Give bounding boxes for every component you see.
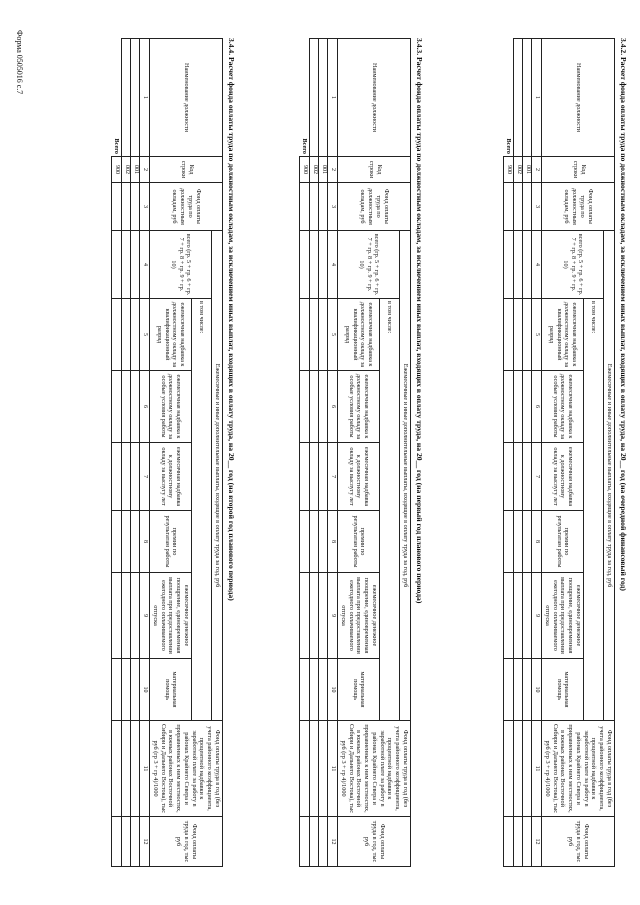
header-incl: в том числе:	[380, 299, 400, 721]
cell[interactable]	[504, 371, 514, 443]
cell-name[interactable]	[131, 39, 140, 157]
section-title: 3.4.2. Расчет фонда оплаты труда по должностным окладам, за исключением иных выплат, входящих в оплату труда, на 20__ год (на очередной финансовый год)	[619, 38, 628, 591]
col-number: 3	[328, 183, 338, 231]
cell[interactable]	[131, 371, 140, 443]
cell[interactable]	[310, 231, 319, 299]
cell[interactable]	[319, 371, 328, 443]
total-label: Всего	[300, 39, 310, 157]
header-code: Код строки	[338, 157, 411, 183]
cell[interactable]	[300, 299, 310, 371]
table-row	[319, 39, 328, 867]
header-col12: Фонд оплаты труда в год, тыс руб	[338, 817, 411, 867]
cell[interactable]	[112, 299, 122, 371]
header-col7: ежемесячная надбавка к должностному окладу за выслугу лет	[338, 443, 380, 511]
row-code: 001	[131, 157, 140, 183]
col-number: 8	[532, 511, 542, 573]
cell[interactable]	[514, 299, 523, 371]
header-additional-payments: Ежемесячные и иные дополнительные выплаты, входящие в оплату труда за год, руб	[604, 231, 615, 721]
col-number: 12	[140, 817, 150, 867]
cell[interactable]	[310, 183, 319, 231]
cell[interactable]	[300, 511, 310, 573]
cell[interactable]	[300, 231, 310, 299]
cell[interactable]	[310, 371, 319, 443]
col-number: 8	[328, 511, 338, 573]
header-name: Наименование должности	[338, 39, 411, 157]
cell[interactable]	[131, 511, 140, 573]
cell[interactable]	[112, 573, 122, 659]
col-number: 5	[140, 299, 150, 371]
row-code: 002	[310, 157, 319, 183]
col-number: 1	[532, 39, 542, 157]
cell[interactable]	[504, 721, 514, 817]
cell[interactable]	[523, 371, 532, 443]
table-row	[131, 39, 140, 867]
header-col11: Фонд оплаты труда в год (без учета районного коэффициента, процентной надбавки к заработной плате за работу в районах Крайнего Севера и приравненных к ним местностях, в южных районах Восточной Сибири и Дальнего Востока), тыс руб (гр 3 + гр 4)/1000	[150, 721, 223, 817]
col-number: 9	[328, 573, 338, 659]
header-col12: Фонд оплаты труда в год, тыс руб	[150, 817, 223, 867]
col-number: 11	[328, 721, 338, 817]
cell[interactable]	[319, 183, 328, 231]
header-col7: ежемесячная надбавка к должностному окладу за выслугу лет	[150, 443, 192, 511]
cell[interactable]	[300, 371, 310, 443]
cell[interactable]	[523, 511, 532, 573]
header-total-formula: всего (гр. 5 + гр. 6 + гр. 7 + гр. 8 + гр. 9 + гр. 10)	[338, 231, 400, 299]
cell[interactable]	[319, 721, 328, 817]
cell[interactable]	[300, 443, 310, 511]
cell[interactable]	[504, 659, 514, 721]
col-number: 1	[328, 39, 338, 157]
col-number: 6	[532, 371, 542, 443]
column-numbers-row	[140, 39, 150, 867]
header-col6: ежемесячная надбавка к должностному окладу за особые условия работы	[150, 371, 192, 443]
cell[interactable]	[514, 817, 523, 867]
cell[interactable]	[504, 511, 514, 573]
cell[interactable]	[319, 231, 328, 299]
cell[interactable]	[319, 817, 328, 867]
cell[interactable]	[504, 231, 514, 299]
cell[interactable]	[523, 721, 532, 817]
col-number: 2	[140, 157, 150, 183]
col-number: 1	[140, 39, 150, 157]
payroll-table	[299, 38, 411, 867]
cell[interactable]	[300, 817, 310, 867]
header-additional-payments: Ежемесячные и иные дополнительные выплаты, входящие в оплату труда за год, руб	[212, 231, 223, 721]
cell[interactable]	[112, 817, 122, 867]
row-code: 001	[523, 157, 532, 183]
cell[interactable]	[122, 573, 131, 659]
header-col8: премии по результатам работы	[338, 511, 380, 573]
cell[interactable]	[131, 231, 140, 299]
col-number: 10	[328, 659, 338, 721]
col-number: 11	[140, 721, 150, 817]
total-code: 900	[504, 157, 514, 183]
cell[interactable]	[300, 573, 310, 659]
column-numbers-row	[328, 39, 338, 867]
column-numbers-row	[532, 39, 542, 867]
header-col8: премии по результатам работы	[150, 511, 192, 573]
header-col9: ежемесячное денежное поощрение, единовременная выплата при предоставлении ежегодного оплачиваемого отпуска	[150, 573, 192, 659]
cell-name[interactable]	[523, 39, 532, 157]
cell[interactable]	[504, 573, 514, 659]
cell[interactable]	[523, 573, 532, 659]
total-code: 900	[112, 157, 122, 183]
cell[interactable]	[122, 511, 131, 573]
cell[interactable]	[523, 183, 532, 231]
cell[interactable]	[319, 443, 328, 511]
cell[interactable]	[112, 511, 122, 573]
col-number: 4	[140, 231, 150, 299]
cell[interactable]	[319, 299, 328, 371]
cell[interactable]	[122, 721, 131, 817]
cell[interactable]	[310, 721, 319, 817]
cell[interactable]	[310, 573, 319, 659]
header-name: Наименование должности	[150, 39, 223, 157]
header-col9: ежемесячное денежное поощрение, единовременная выплата при предоставлении ежегодного оплачиваемого отпуска	[338, 573, 380, 659]
cell[interactable]	[122, 659, 131, 721]
row-code: 001	[319, 157, 328, 183]
col-number: 9	[140, 573, 150, 659]
cell[interactable]	[504, 299, 514, 371]
header-col5: ежемесячная надбавка к должностному окладу за квалификационный разряд	[150, 299, 192, 371]
cell[interactable]	[112, 231, 122, 299]
header-col10: материальная помощь	[150, 659, 192, 721]
cell[interactable]	[523, 659, 532, 721]
col-number: 12	[328, 817, 338, 867]
header-col12: Фонд оплаты труда в год, тыс руб	[542, 817, 615, 867]
col-number: 4	[328, 231, 338, 299]
cell[interactable]	[131, 573, 140, 659]
cell[interactable]	[310, 511, 319, 573]
cell[interactable]	[319, 573, 328, 659]
col-number: 7	[328, 443, 338, 511]
col-number: 8	[140, 511, 150, 573]
cell[interactable]	[504, 443, 514, 511]
header-col8: премии по результатам работы	[542, 511, 584, 573]
header-fund: Фонд оплаты труда по должностным окладам, руб	[150, 183, 223, 231]
cell[interactable]	[310, 659, 319, 721]
payroll-table	[503, 38, 615, 867]
col-number: 5	[532, 299, 542, 371]
total-code: 900	[300, 157, 310, 183]
header-col11: Фонд оплаты труда в год (без учета районного коэффициента, процентной надбавки к заработной плате за работу в районах Крайнего Севера и приравненных к ним местностях, в южных районах Восточной Сибири и Дальнего Востока), тыс руб (гр 3 + гр 4)/1000	[542, 721, 615, 817]
col-number: 11	[532, 721, 542, 817]
cell-name[interactable]	[122, 39, 131, 157]
header-name: Наименование должности	[542, 39, 615, 157]
cell[interactable]	[112, 183, 122, 231]
cell[interactable]	[514, 659, 523, 721]
header-col9: ежемесячное денежное поощрение, единовременная выплата при предоставлении ежегодного оплачиваемого отпуска	[542, 573, 584, 659]
header-incl: в том числе:	[584, 299, 604, 721]
col-number: 2	[328, 157, 338, 183]
col-number: 4	[532, 231, 542, 299]
header-fund: Фонд оплаты труда по должностным окладам, руб	[542, 183, 615, 231]
cell[interactable]	[122, 183, 131, 231]
cell[interactable]	[131, 183, 140, 231]
cell[interactable]	[514, 721, 523, 817]
cell[interactable]	[310, 299, 319, 371]
col-number: 10	[140, 659, 150, 721]
header-col10: материальная помощь	[542, 659, 584, 721]
header-col5: ежемесячная надбавка к должностному окладу за квалификационный разряд	[542, 299, 584, 371]
cell-name[interactable]	[319, 39, 328, 157]
total-row	[112, 39, 122, 867]
cell[interactable]	[523, 443, 532, 511]
header-col6: ежемесячная надбавка к должностному окладу за особые условия работы	[338, 371, 380, 443]
cell[interactable]	[122, 371, 131, 443]
payroll-table	[111, 38, 223, 867]
cell[interactable]	[523, 817, 532, 867]
col-number: 3	[532, 183, 542, 231]
table-row	[122, 39, 131, 867]
cell[interactable]	[310, 817, 319, 867]
header-total-formula: всего (гр. 5 + гр. 6 + гр. 7 + гр. 8 + гр. 9 + гр. 10)	[542, 231, 604, 299]
total-label: Всего	[112, 39, 122, 157]
total-row	[504, 39, 514, 867]
section-3-4-3	[299, 38, 424, 866]
section-3-4-2	[503, 38, 628, 866]
header-col10: материальная помощь	[338, 659, 380, 721]
cell[interactable]	[310, 443, 319, 511]
col-number: 6	[328, 371, 338, 443]
cell[interactable]	[112, 371, 122, 443]
cell[interactable]	[504, 817, 514, 867]
cell[interactable]	[523, 299, 532, 371]
cell[interactable]	[300, 721, 310, 817]
header-incl: в том числе:	[192, 299, 212, 721]
cell[interactable]	[514, 511, 523, 573]
section-3-4-4	[111, 38, 236, 866]
table-row	[310, 39, 319, 867]
cell[interactable]	[122, 231, 131, 299]
cell[interactable]	[300, 183, 310, 231]
total-row	[300, 39, 310, 867]
cell[interactable]	[122, 299, 131, 371]
col-number: 12	[532, 817, 542, 867]
cell[interactable]	[122, 443, 131, 511]
header-col11: Фонд оплаты труда в год (без учета районного коэффициента, процентной надбавки к заработной плате за работу в районах Крайнего Севера и приравненных к ним местностях, в южных районах Восточной Сибири и Дальнего Востока), тыс руб (гр 3 + гр 4)/1000	[338, 721, 411, 817]
cell[interactable]	[319, 511, 328, 573]
section-title: 3.4.4. Расчет фонда оплаты труда по должностным окладам, за исключением иных выплат, входящих в оплату труда, на 20__ год (на второй год планового периода)	[227, 38, 236, 601]
cell[interactable]	[514, 573, 523, 659]
cell-name[interactable]	[310, 39, 319, 157]
section-title: 3.4.3. Расчет фонда оплаты труда по должностным окладам, за исключением иных выплат, входящих в оплату труда, на 20__ год (на первый год планового периода)	[415, 38, 424, 604]
cell-name[interactable]	[514, 39, 523, 157]
cell[interactable]	[122, 817, 131, 867]
row-code: 002	[514, 157, 523, 183]
cell[interactable]	[514, 443, 523, 511]
cell[interactable]	[523, 231, 532, 299]
col-number: 9	[532, 573, 542, 659]
header-total-formula: всего (гр. 5 + гр. 6 + гр. 7 + гр. 8 + гр. 9 + гр. 10)	[150, 231, 212, 299]
col-number: 6	[140, 371, 150, 443]
cell[interactable]	[131, 817, 140, 867]
row-code: 002	[122, 157, 131, 183]
header-code: Код строки	[150, 157, 223, 183]
header-code: Код строки	[542, 157, 615, 183]
cell[interactable]	[300, 659, 310, 721]
total-label: Всего	[504, 39, 514, 157]
header-fund: Фонд оплаты труда по должностным окладам, руб	[338, 183, 411, 231]
col-number: 5	[328, 299, 338, 371]
cell[interactable]	[131, 443, 140, 511]
header-col6: ежемесячная надбавка к должностному окладу за особые условия работы	[542, 371, 584, 443]
col-number: 3	[140, 183, 150, 231]
cell[interactable]	[504, 183, 514, 231]
table-row	[523, 39, 532, 867]
cell[interactable]	[319, 659, 328, 721]
cell[interactable]	[112, 721, 122, 817]
cell[interactable]	[131, 299, 140, 371]
cell[interactable]	[112, 659, 122, 721]
cell[interactable]	[112, 443, 122, 511]
col-number: 7	[140, 443, 150, 511]
cell[interactable]	[131, 659, 140, 721]
header-additional-payments: Ежемесячные и иные дополнительные выплаты, входящие в оплату труда за год, руб	[400, 231, 411, 721]
cell[interactable]	[514, 371, 523, 443]
cell[interactable]	[514, 231, 523, 299]
col-number: 7	[532, 443, 542, 511]
cell[interactable]	[514, 183, 523, 231]
col-number: 10	[532, 659, 542, 721]
form-number: Форма 0505016 с.7	[15, 30, 24, 95]
header-col5: ежемесячная надбавка к должностному окладу за квалификационный разряд	[338, 299, 380, 371]
col-number: 2	[532, 157, 542, 183]
cell[interactable]	[131, 721, 140, 817]
header-col7: ежемесячная надбавка к должностному окладу за выслугу лет	[542, 443, 584, 511]
table-row	[514, 39, 523, 867]
